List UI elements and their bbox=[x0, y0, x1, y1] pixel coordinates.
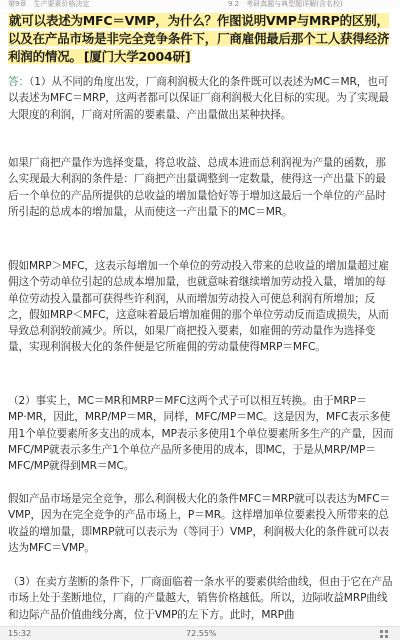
clock-time: 15:32 bbox=[8, 629, 32, 638]
answer-paragraph-2: 如果厂商把产量作为选择变量，将总收益、总成本进而总利润视为产量的函数，那么实现最大利润的条件是：厂商把产出量调整到一定数量，使得这一产出量下的最后一个单位的产品所提供的总收益的增加量恰好等于增加这最后一个单位的产品时所引起的总成本的增加量，从而使这一产出量下的MC＝MR。 bbox=[8, 157, 386, 218]
grid-menu-icon[interactable] bbox=[380, 630, 388, 638]
answer-paragraph-1 bbox=[8, 74, 394, 123]
question-highlight: 就可以表述为MFC＝VMP，为什么？作图说明VMP与MRP的区别，以及在产品市场是非完全竞争条件下，厂商雇佣最后那个工人获得经济利润的情况。 bbox=[8, 13, 390, 64]
reading-progress: 72.55% bbox=[186, 629, 217, 638]
question-text bbox=[8, 12, 394, 66]
answer-label: 答： bbox=[8, 76, 29, 88]
answer-paragraph-1-text: （1）从不同的角度出发，厂商利润极大化的条件既可以表述为MC＝MR，也可以表述为MFC＝MRP，这两者都可以保证厂商利润极大化目标的实现。为了实现最大限度的利润，厂商对所需的要素量、产出量做出某种抉择。 bbox=[8, 76, 389, 121]
section-title: 9.2 考研真题与典型题详解(含名校) bbox=[228, 0, 343, 8]
chapter-title: 第9章 生产要素价格决定 bbox=[8, 0, 90, 8]
answer-paragraph-6: （3）在卖方垄断的条件下，厂商面临着一条水平的要素供给曲线，但由于它在产品市场上处于垄断地位，厂商的产量越大，销售价格越低。所以，边际收益MRP曲线和边际产品价值曲线分离，位于VMP的左下方。此时，MRP曲 bbox=[8, 576, 393, 621]
answer-paragraph-3: 假如MRP＞MFC，这表示每增加一个单位的劳动投入带来的总收益的增加量超过雇佣这个劳动单位引起的总成本增加量，也就意味着继续增加劳动投入量，增加的每单位劳动投入量都可获得些许利润，从而增加劳动投入可使总利润有所增加；反之，假如MRP＜MFC，这意味着最后增加雇佣的那个单位劳动反而造成损失，从而导致总利润较前减少。所以，如果厂商把投入要素，如雇佣的劳动量作为选择变量，实现利润极大化的条件便是它所雇佣的劳动量使得MRP＝MFC。 bbox=[8, 260, 389, 354]
answer-paragraph-4: （2）事实上，MC＝MR和MRP＝MFC这两个式子可以相互转换。由于MRP＝MP·MR，因此，MRP/MP＝MR，同样，MFC/MP＝MC。这是因为，MFC表示多使用1个单位要素所多支出的成本，MP表示多使用1个单位要素所多生产的产量，因而MFC/MP就表示多生产1个单位产品所多使用的成本，即MC，于是从MRP/MP＝MFC/MP就得到MR＝MC。 bbox=[8, 395, 394, 473]
answer-paragraph-5: 假如产品市场是完全竞争，那么利润极大化的条件MFC＝MRP就可以表达为MFC＝VMP，因为在完全竞争的产品市场上，P＝MR。这样增加单位要素投入所带来的总收益的增加量，即MRP就可以表示为（等同于）VMP，利润极大化的条件就可以表达为MFC＝VMP。 bbox=[8, 493, 391, 554]
reader-status-bar bbox=[0, 0, 400, 9]
question-source: [厦门大学2004研] bbox=[83, 49, 191, 64]
reader-bottom-bar bbox=[0, 626, 400, 640]
